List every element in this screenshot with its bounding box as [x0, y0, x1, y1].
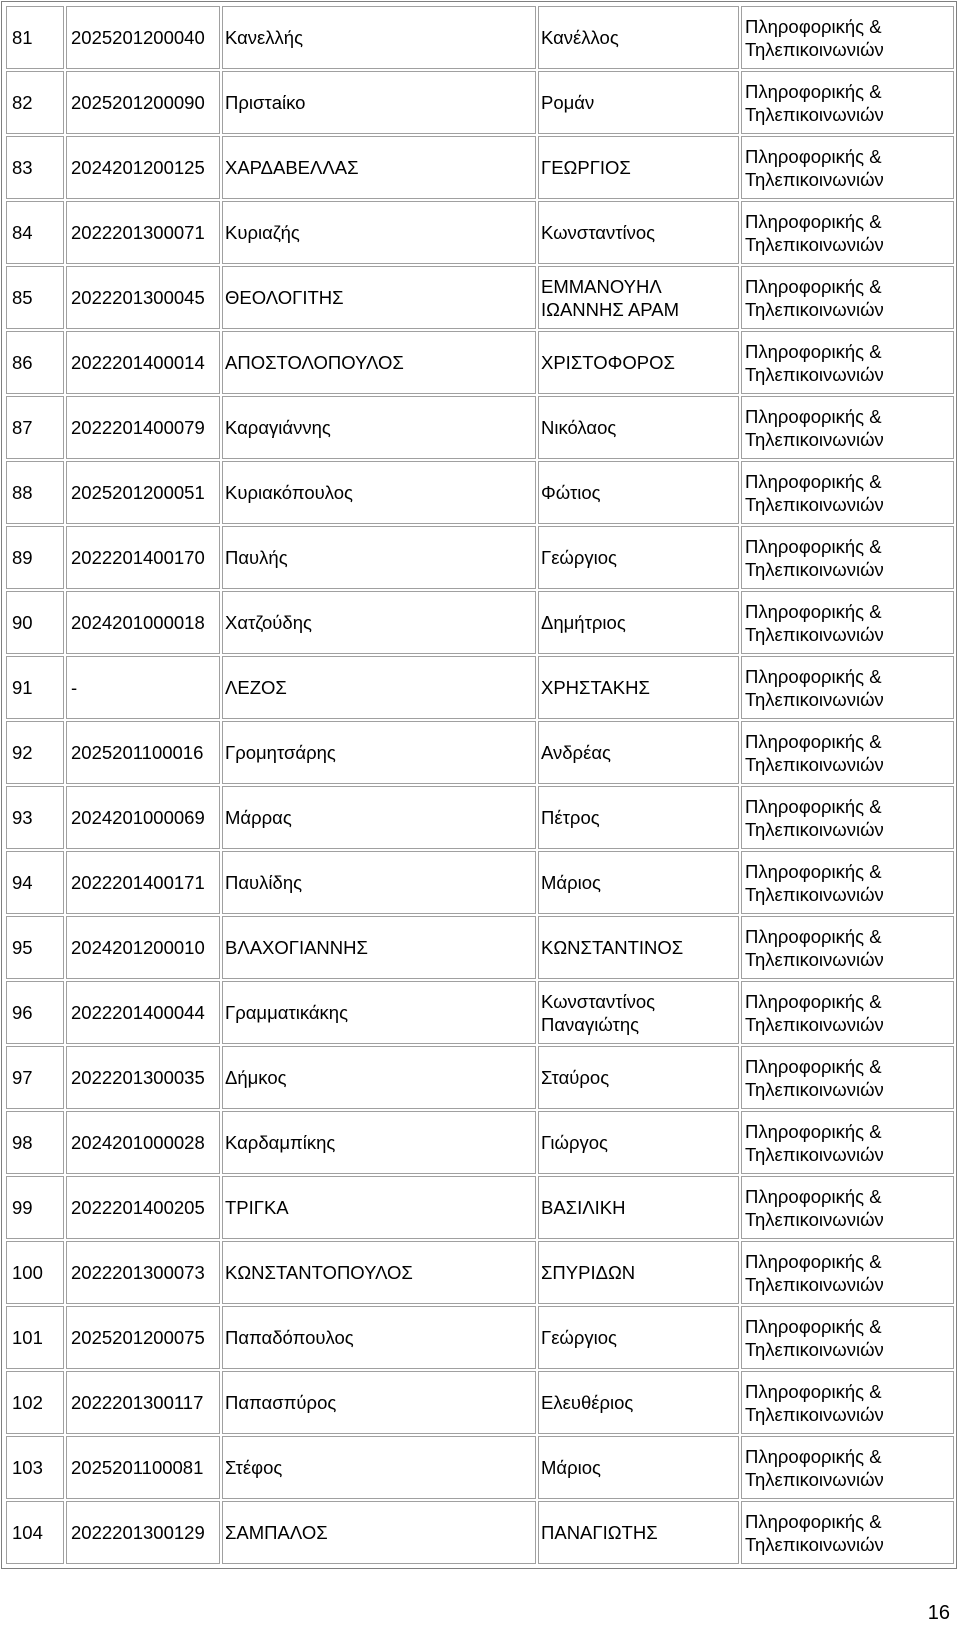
first-name-cell: Μάριος [538, 1436, 739, 1499]
table-row [6, 851, 954, 914]
department-cell: Πληροφορικής & Τηλεπικοινωνιών [741, 1436, 954, 1499]
row-number-cell: 95 [6, 916, 64, 979]
row-number-cell: 93 [6, 786, 64, 849]
students-table [4, 4, 956, 1566]
registration-id-cell: 2025201100016 [66, 721, 220, 784]
registration-id-cell: - [66, 656, 220, 719]
first-name-cell: ΓΕΩΡΓΙΟΣ [538, 136, 739, 199]
surname-cell: Παυλής [222, 526, 536, 589]
department-cell: Πληροφορικής & Τηλεπικοινωνιών [741, 1306, 954, 1369]
row-number-cell: 102 [6, 1371, 64, 1434]
row-number-cell: 96 [6, 981, 64, 1044]
table-row [6, 1111, 954, 1174]
registration-id-cell: 2025201200075 [66, 1306, 220, 1369]
table-row [6, 1371, 954, 1434]
row-number-cell: 100 [6, 1241, 64, 1304]
first-name-cell: Δημήτριος [538, 591, 739, 654]
first-name-cell: Ανδρέας [538, 721, 739, 784]
department-cell: Πληροφορικής & Τηλεπικοινωνιών [741, 591, 954, 654]
table-row [6, 981, 954, 1044]
row-number-cell: 104 [6, 1501, 64, 1564]
table-row [6, 71, 954, 134]
page-number: 16 [927, 1602, 950, 1624]
department-cell: Πληροφορικής & Τηλεπικοινωνιών [741, 1501, 954, 1564]
first-name-cell: ΧΡΙΣΤΟΦΟΡΟΣ [538, 331, 739, 394]
registration-id-cell: 2022201400171 [66, 851, 220, 914]
department-cell: Πληροφορικής & Τηλεπικοινωνιών [741, 396, 954, 459]
first-name-cell: Κανέλλος [538, 6, 739, 69]
registration-id-cell: 2022201300071 [66, 201, 220, 264]
table-row [6, 591, 954, 654]
registration-id-cell: 2022201300073 [66, 1241, 220, 1304]
registration-id-cell: 2022201400170 [66, 526, 220, 589]
department-cell: Πληροφορικής & Τηλεπικοινωνιών [741, 136, 954, 199]
first-name-cell: Φώτιος [538, 461, 739, 524]
surname-cell: Παπασπύρος [222, 1371, 536, 1434]
row-number-cell: 87 [6, 396, 64, 459]
row-number-cell: 85 [6, 266, 64, 329]
table-row [6, 1501, 954, 1564]
table-row [6, 721, 954, 784]
row-number-cell: 81 [6, 6, 64, 69]
table-row [6, 136, 954, 199]
department-cell: Πληροφορικής & Τηλεπικοινωνιών [741, 1046, 954, 1109]
table-row [6, 201, 954, 264]
table-row [6, 266, 954, 329]
surname-cell: ΒΛΑΧΟΓΙΑΝΝΗΣ [222, 916, 536, 979]
registration-id-cell: 2022201300045 [66, 266, 220, 329]
first-name-cell: Ρομάν [538, 71, 739, 134]
surname-cell: Στέφος [222, 1436, 536, 1499]
first-name-cell: Κωνσταντίνος [538, 201, 739, 264]
row-number-cell: 84 [6, 201, 64, 264]
first-name-cell: Σταύρος [538, 1046, 739, 1109]
first-name-cell: Γεώργιος [538, 526, 739, 589]
surname-cell: Καρδαμπίκης [222, 1111, 536, 1174]
surname-cell: ΛΕΖΟΣ [222, 656, 536, 719]
first-name-cell: ΠΑΝΑΓΙΩΤΗΣ [538, 1501, 739, 1564]
department-cell: Πληροφορικής & Τηλεπικοινωνιών [741, 6, 954, 69]
table-row [6, 1241, 954, 1304]
registration-id-cell: 2022201400205 [66, 1176, 220, 1239]
row-number-cell: 103 [6, 1436, 64, 1499]
surname-cell: Καραγιάννης [222, 396, 536, 459]
first-name-cell: Πέτρος [538, 786, 739, 849]
department-cell: Πληροφορικής & Τηλεπικοινωνιών [741, 656, 954, 719]
registration-id-cell: 2022201400014 [66, 331, 220, 394]
table-row [6, 656, 954, 719]
students-table-body [6, 6, 954, 1564]
surname-cell: ΤΡΙΓΚΑ [222, 1176, 536, 1239]
first-name-cell: ΕΜΜΑΝΟΥΗΛ ΙΩΑΝΝΗΣ ΑΡΑΜ [538, 266, 739, 329]
row-number-cell: 98 [6, 1111, 64, 1174]
row-number-cell: 86 [6, 331, 64, 394]
first-name-cell: Γεώργιος [538, 1306, 739, 1369]
surname-cell: Χατζούδης [222, 591, 536, 654]
registration-id-cell: 2025201200090 [66, 71, 220, 134]
surname-cell: Γραμματικάκης [222, 981, 536, 1044]
table-row [6, 1306, 954, 1369]
row-number-cell: 97 [6, 1046, 64, 1109]
row-number-cell: 88 [6, 461, 64, 524]
first-name-cell: Μάριος [538, 851, 739, 914]
surname-cell: ΣΑΜΠΑΛΟΣ [222, 1501, 536, 1564]
registration-id-cell: 2025201200040 [66, 6, 220, 69]
first-name-cell: ΧΡΗΣΤΑΚΗΣ [538, 656, 739, 719]
table-row [6, 1176, 954, 1239]
table-row [6, 786, 954, 849]
department-cell: Πληροφορικής & Τηλεπικοινωνιών [741, 201, 954, 264]
row-number-cell: 89 [6, 526, 64, 589]
surname-cell: Παυλίδης [222, 851, 536, 914]
table-row [6, 1046, 954, 1109]
row-number-cell: 92 [6, 721, 64, 784]
surname-cell: ΚΩΝΣΤΑΝΤΟΠΟΥΛΟΣ [222, 1241, 536, 1304]
row-number-cell: 94 [6, 851, 64, 914]
row-number-cell: 90 [6, 591, 64, 654]
first-name-cell: ΚΩΝΣΤΑΝΤΙΝΟΣ [538, 916, 739, 979]
department-cell: Πληροφορικής & Τηλεπικοινωνιών [741, 461, 954, 524]
first-name-cell: Γιώργος [538, 1111, 739, 1174]
registration-id-cell: 2024201000018 [66, 591, 220, 654]
first-name-cell: Νικόλαος [538, 396, 739, 459]
department-cell: Πληροφορικής & Τηλεπικοινωνιών [741, 1241, 954, 1304]
table-row [6, 526, 954, 589]
department-cell: Πληροφορικής & Τηλεπικοινωνιών [741, 721, 954, 784]
table-row [6, 461, 954, 524]
students-table-frame [1, 1, 957, 1569]
registration-id-cell: 2022201300117 [66, 1371, 220, 1434]
registration-id-cell: 2024201000069 [66, 786, 220, 849]
row-number-cell: 82 [6, 71, 64, 134]
registration-id-cell: 2022201300129 [66, 1501, 220, 1564]
surname-cell: Δήμκος [222, 1046, 536, 1109]
first-name-cell: ΣΠΥΡΙΔΩΝ [538, 1241, 739, 1304]
department-cell: Πληροφορικής & Τηλεπικοινωνιών [741, 71, 954, 134]
registration-id-cell: 2025201200051 [66, 461, 220, 524]
table-row [6, 396, 954, 459]
department-cell: Πληροφορικής & Τηλεπικοινωνιών [741, 331, 954, 394]
department-cell: Πληροφορικής & Τηλεπικοινωνιών [741, 1111, 954, 1174]
surname-cell: Γρομητσάρης [222, 721, 536, 784]
surname-cell: ΑΠΟΣΤΟΛΟΠΟΥΛΟΣ [222, 331, 536, 394]
registration-id-cell: 2022201300035 [66, 1046, 220, 1109]
surname-cell: ΧΑΡΔΑΒΕΛΛΑΣ [222, 136, 536, 199]
first-name-cell: ΒΑΣΙΛΙΚΗ [538, 1176, 739, 1239]
surname-cell: Πριστaίκο [222, 71, 536, 134]
table-row [6, 331, 954, 394]
registration-id-cell: 2024201200125 [66, 136, 220, 199]
department-cell: Πληροφορικής & Τηλεπικοινωνιών [741, 786, 954, 849]
table-row [6, 916, 954, 979]
department-cell: Πληροφορικής & Τηλεπικοινωνιών [741, 1371, 954, 1434]
surname-cell: Κυριαζής [222, 201, 536, 264]
surname-cell: Μάρρας [222, 786, 536, 849]
surname-cell: ΘΕΟΛΟΓΙΤΗΣ [222, 266, 536, 329]
registration-id-cell: 2024201000028 [66, 1111, 220, 1174]
row-number-cell: 83 [6, 136, 64, 199]
registration-id-cell: 2025201100081 [66, 1436, 220, 1499]
surname-cell: Κανελλής [222, 6, 536, 69]
surname-cell: Παπαδόπουλος [222, 1306, 536, 1369]
row-number-cell: 91 [6, 656, 64, 719]
department-cell: Πληροφορικής & Τηλεπικοινωνιών [741, 266, 954, 329]
department-cell: Πληροφορικής & Τηλεπικοινωνιών [741, 1176, 954, 1239]
department-cell: Πληροφορικής & Τηλεπικοινωνιών [741, 526, 954, 589]
registration-id-cell: 2024201200010 [66, 916, 220, 979]
department-cell: Πληροφορικής & Τηλεπικοινωνιών [741, 851, 954, 914]
surname-cell: Κυριακόπουλος [222, 461, 536, 524]
row-number-cell: 99 [6, 1176, 64, 1239]
table-row [6, 6, 954, 69]
first-name-cell: Κωνσταντίνος Παναγιώτης [538, 981, 739, 1044]
row-number-cell: 101 [6, 1306, 64, 1369]
registration-id-cell: 2022201400044 [66, 981, 220, 1044]
first-name-cell: Ελευθέριος [538, 1371, 739, 1434]
department-cell: Πληροφορικής & Τηλεπικοινωνιών [741, 981, 954, 1044]
registration-id-cell: 2022201400079 [66, 396, 220, 459]
table-row [6, 1436, 954, 1499]
department-cell: Πληροφορικής & Τηλεπικοινωνιών [741, 916, 954, 979]
